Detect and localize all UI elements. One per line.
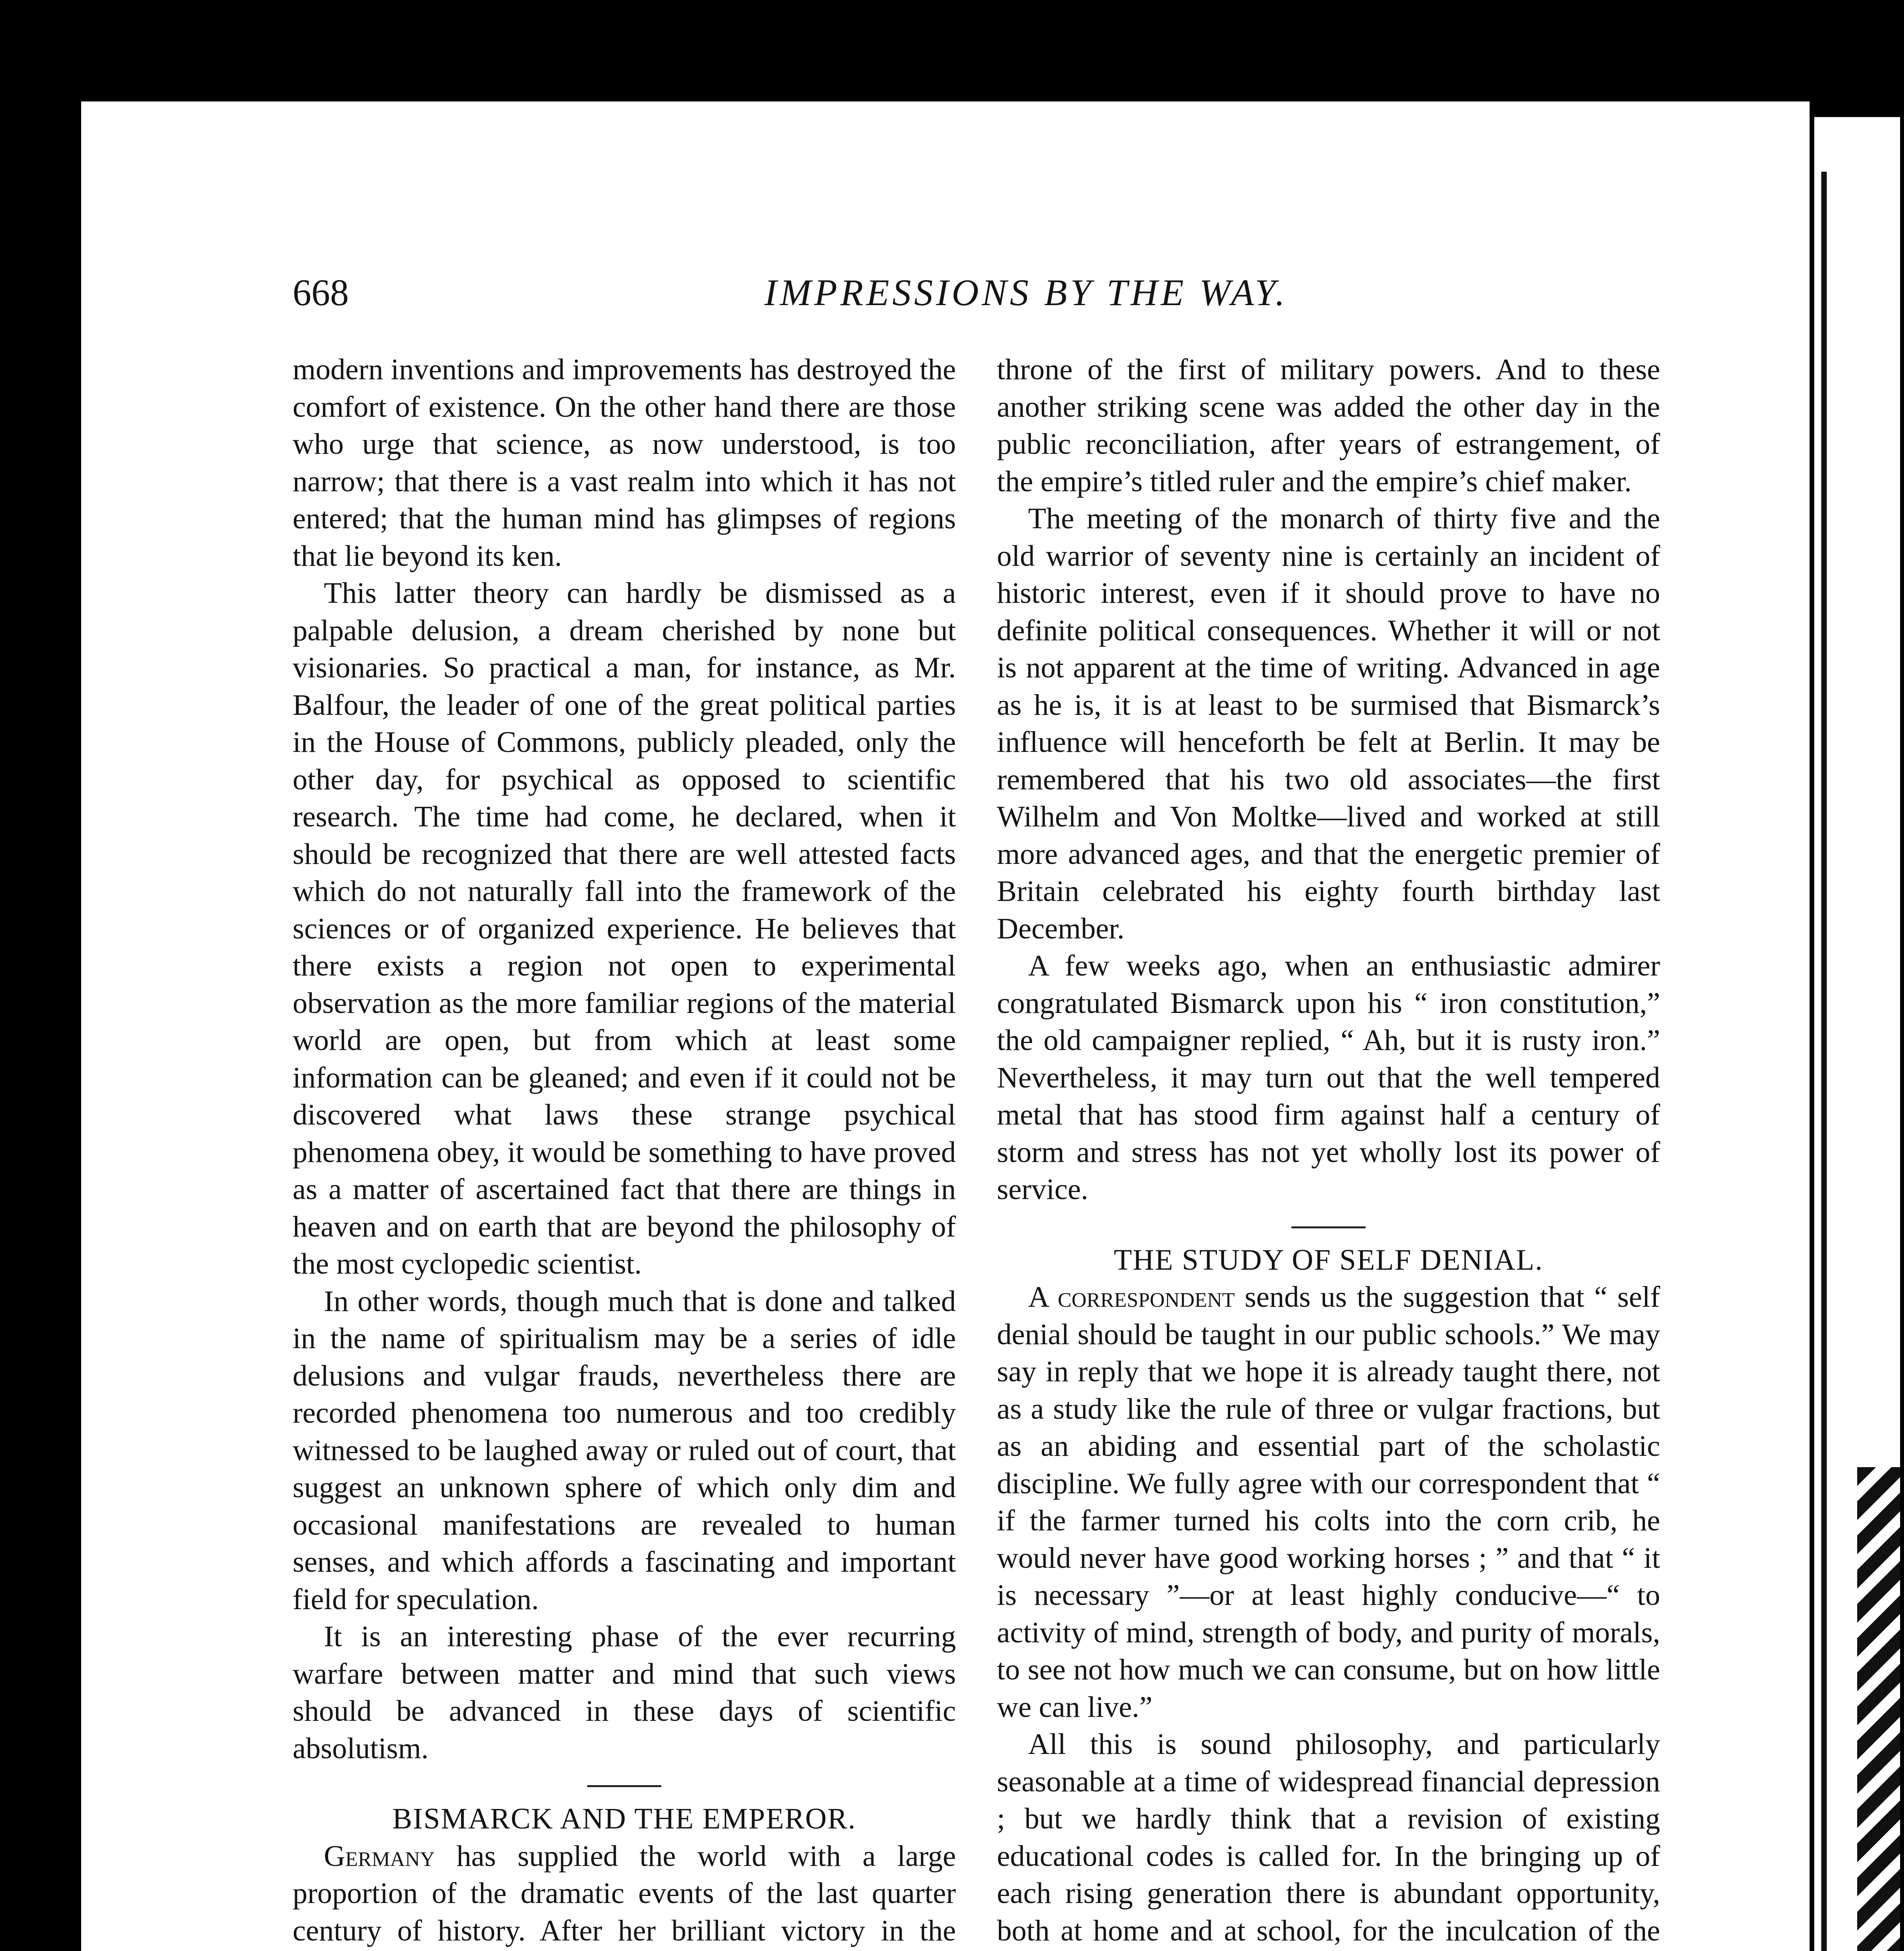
binding-rule [1821, 172, 1827, 1951]
paragraph: In other words, though much that is done and talked in the name of spiritualism may be a series of idle delusions and vulgar frauds, nevertheless there are recorded phenomena too numerous and too credibly witnessed to be laughed away or ruled out of court, that suggest an unknown sphere of which only dim and occasional manifestations are revealed to human senses, and which affords a fascinating and important field for speculation. [293, 1285, 956, 1616]
page-number: 668 [293, 272, 349, 313]
paragraph-text: sends us the suggestion that “ self denial should be taught in our public schools.” We may say in reply that we hope it is already taught there, not as a study like the rule of three or vulgar fractions, but as an abiding and essential part of the scholastic discipline. We fully agree with our correspondent that “ if the farmer turned his colts into the corn crib, he would never have good working horses ; ” and that “ it is necessary ”—or at least highly conducive—“ to activity of mind, strength of body, and purity of morals, to see not how much we can consume, but on how little we can live.” [997, 1281, 1660, 1724]
section-heading-self-denial: THE STUDY OF SELF DENIAL. [1114, 1243, 1543, 1276]
paragraph: modern inventions and improvements has destroyed the comfort of existence. On the other hand there are those who urge that science, as now understood, is too narrow; that there is a vast realm into which it has not entered; that the human mind has glimpses of regions that lie beyond its ken. [293, 353, 956, 572]
section-divider [587, 1785, 661, 1787]
section-divider [1291, 1226, 1366, 1228]
facing-page-hatch-pattern [1857, 1467, 1900, 1951]
paragraph [997, 1279, 1660, 1726]
paragraph [293, 1838, 956, 1951]
paragraph-text: has supplied the world with a large proportion of the dramatic events of the last quarter century of history. After her brilliant victory in the [293, 1839, 956, 1947]
paragraph: A few weeks ago, when an enthusiastic admirer congratulated Bismarck upon his “ iron constitution,” the old campaigner replied, “ Ah, but it is rusty iron.” Nevertheless, it may turn out that the well tempered metal that has stood firm against half a century of storm and stress has not yet wholly lost its power of service. [997, 949, 1660, 1206]
paragraph: The meeting of the monarch of thirty five and the old warrior of seventy nine is certainly an incident of historic interest, even if it should prove to have no definite political consequences. Whether it will or not is not apparent at the time of writing. Advanced in age as he is, it is at least to be surmised that Bismarck’s influence will henceforth be felt at Berlin. It may be remembered that his two old associates—the first Wilhelm and Von Moltke—lived and worked at still more advanced ages, and that the energetic premier of Britain celebrated his eighty fourth birthday last December. [997, 502, 1660, 945]
page-header [293, 269, 1658, 324]
section-heading-bismarck: BISMARCK AND THE EMPEROR. [392, 1802, 856, 1835]
running-title: IMPRESSIONS BY THE WAY. [764, 272, 1288, 313]
lead-word: A correspondent [1028, 1281, 1235, 1313]
right-column [997, 351, 1660, 1951]
paragraph: All this is sound philosophy, and particularly seasonable at a time of widespread financial depression ; but we hardly think that a revision of existing educational codes is called for. In the bringing up of each rising generation there is abundant opportunity, both at home and at school, for the inculcation of the [997, 1728, 1660, 1947]
left-column [293, 351, 956, 1951]
lead-word: Germany [324, 1839, 435, 1873]
paragraph: This latter theory can hardly be dismissed as a palpable delusion, a dream cherished by none but visionaries. So practical a man, for instance, as Mr. Balfour, the leader of one of the great political parties in the House of Commons, publicly pleaded, only the other day, for psychical as opposed to scientific research. The time had come, he declared, when it should be recognized that there are well attested facts which do not naturally fall into the framework of the sciences or of organized experience. He believes that there exists a region not open to experimental observation as the more familiar regions of the material world are open, but from which at least some information can be gleaned; and even if it could not be discovered what laws these strange psychical phenomena obey, it would be something to have proved as a matter of ascertained fact that there are things in heaven and on earth that are beyond the philosophy of the most cyclopedic scientist. [293, 577, 956, 1280]
paragraph: throne of the first of military powers. And to these another striking scene was added the other day in the public reconciliation, after years of estrangement, of the empire’s titled ruler and the empire’s chief maker. [997, 353, 1660, 498]
paragraph: It is an interesting phase of the ever recurring warfare between matter and mind that such views should be advanced in these days of scientific absolutism. [293, 1620, 956, 1765]
